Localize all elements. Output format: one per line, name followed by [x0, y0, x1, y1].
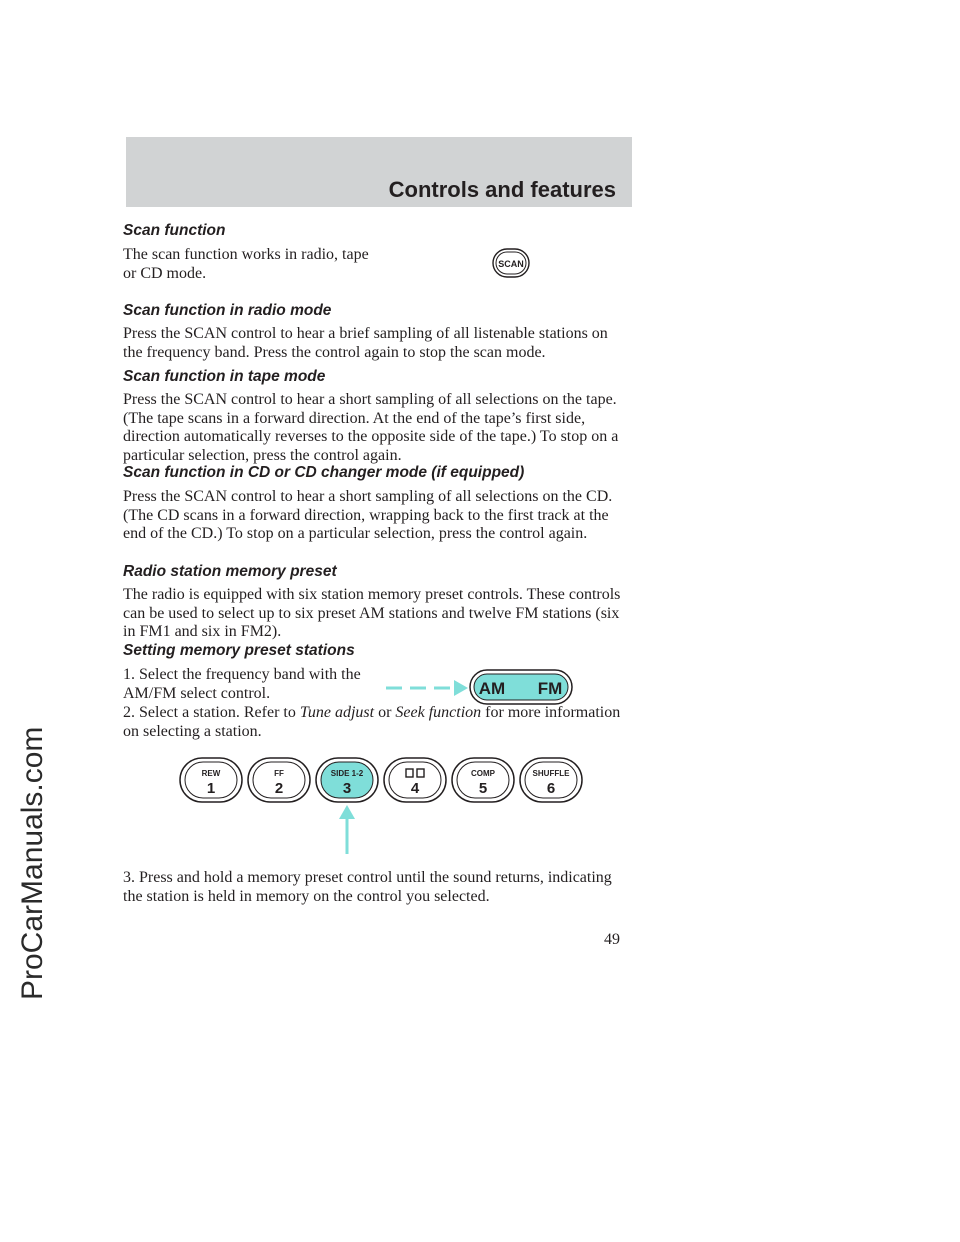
preset-1-top-label: REW — [201, 769, 221, 778]
preset-button-5 — [452, 758, 514, 802]
preset-button-2 — [248, 758, 310, 802]
am-fm-diagram — [386, 668, 576, 708]
preset-6-top-label: SHUFFLE — [532, 769, 570, 778]
scan-radio-body: Press the SCAN control to hear a brief sampling of all listenable stations on the frequency band. Press the control again to stop the scan mode. — [123, 325, 608, 361]
memory-preset-body: The radio is equipped with six station memory preset controls. These controls can be used to select up to six preset AM stations and twelve FM stations (six in FM1 and six in FM2). — [123, 586, 621, 640]
tune-adjust-ref: Tune adjust — [299, 704, 375, 721]
page-number: 49 — [604, 931, 620, 948]
step-2-suffix: for more information on selecting a station. — [123, 704, 621, 740]
scan-cd-body: Press the SCAN control to hear a short sampling of all selections on the CD. (The CD scans in a forward direction, wrapping back to the first track at the end of the CD.) To stop on a particular selection, press the control again. — [123, 488, 613, 542]
dashed-arrow-head — [454, 680, 468, 696]
step-2 — [123, 704, 628, 741]
preset-4-number: 4 — [410, 780, 420, 797]
preset-arrow-head — [339, 805, 355, 819]
preset-5-top-label: COMP — [471, 769, 495, 778]
header-band — [126, 137, 632, 207]
seek-function-ref: Seek function — [395, 704, 482, 721]
memory-preset-heading: Radio station memory preset — [123, 563, 337, 580]
preset-1-number: 1 — [206, 780, 216, 797]
step-1: 1. Select the frequency band with the AM/FM select control. — [123, 666, 361, 702]
step-2-prefix: 2. Select a station. Refer to — [123, 704, 300, 721]
scan-button-icon — [492, 248, 530, 278]
preset-6-number: 6 — [546, 780, 556, 797]
preset-2-top-label: FF — [274, 769, 284, 778]
setting-preset-heading: Setting memory preset stations — [123, 642, 355, 659]
scan-tape-heading: Scan function in tape mode — [123, 368, 326, 385]
preset-button-1 — [180, 758, 242, 802]
scan-body: The scan function works in radio, tape or CD mode. — [123, 246, 369, 282]
scan-button-label: SCAN — [498, 259, 524, 269]
am-label: AM — [478, 679, 506, 698]
preset-button-3 — [316, 758, 378, 802]
preset-buttons-diagram — [178, 756, 588, 856]
fm-label: FM — [537, 679, 563, 698]
preset-3-number: 3 — [342, 780, 352, 797]
preset-5-number: 5 — [478, 780, 488, 797]
preset-3-top-label: SIDE 1-2 — [330, 769, 364, 778]
scan-heading: Scan function — [123, 222, 226, 239]
step-3: 3. Press and hold a memory preset control until the sound returns, indicating the station is held in memory on the control you selected. — [123, 869, 612, 905]
scan-radio-heading: Scan function in radio mode — [123, 302, 332, 319]
scan-tape-body: Press the SCAN control to hear a short sampling of all selections on the tape. (The tape scans in a forward direction. At the end of the tape’s first side, direction automatically reverses to the opposite side of the tape.) To stop on a particular selection, press the control again. — [123, 391, 619, 464]
preset-button-6 — [520, 758, 582, 802]
preset-2-number: 2 — [274, 780, 284, 797]
preset-button-4 — [384, 758, 446, 802]
page-title: Controls and features — [388, 177, 616, 202]
scan-cd-heading: Scan function in CD or CD changer mode (if equipped) — [123, 464, 525, 481]
watermark: ProCarManuals.com — [16, 726, 49, 1000]
step-2-or: or — [374, 704, 396, 721]
